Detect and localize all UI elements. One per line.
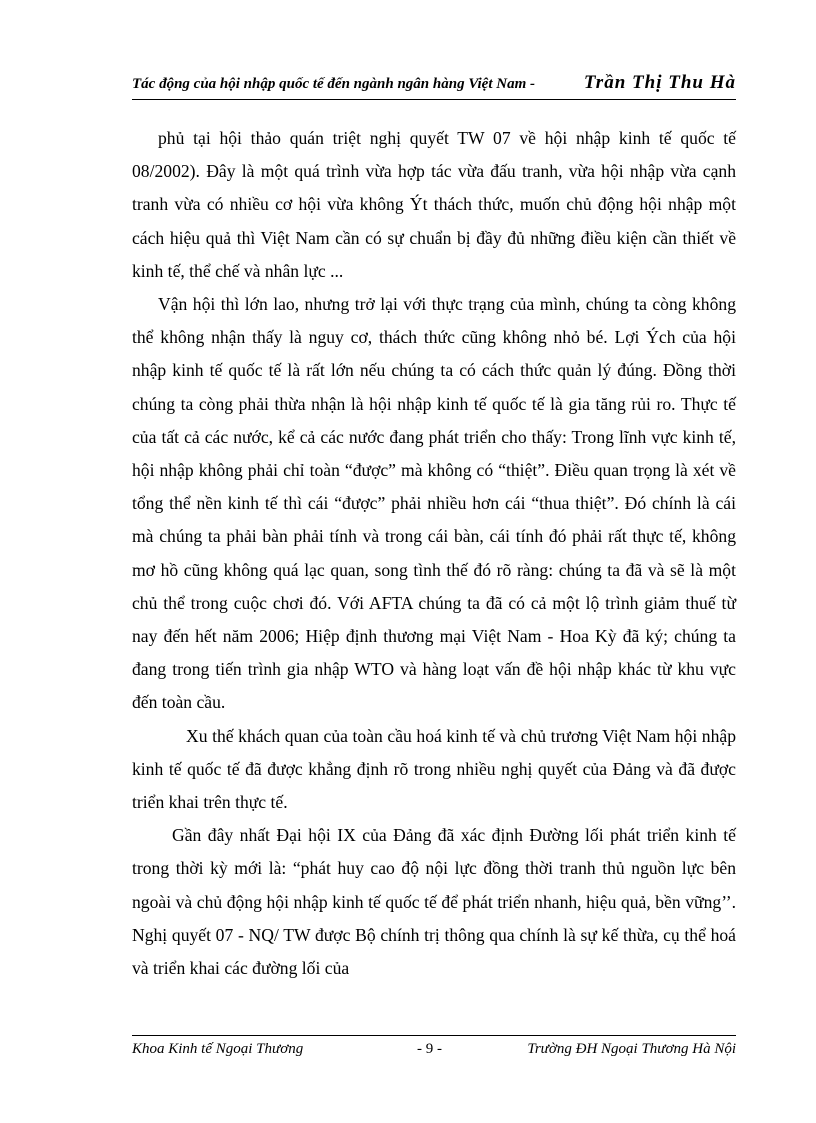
footer-university: Trường ĐH Ngoại Thương Hà Nội [527,1041,736,1057]
header-title: Tác động của hội nhập quốc tế đến ngành ngân hàng Việt Nam - [132,76,535,92]
page-header [132,72,736,98]
footer-faculty: Khoa Kinh tế Ngoại Thương [132,1041,304,1057]
paragraph-4: Gần đây nhất Đại hội IX của Đảng đã xác định Đường lối phát triển kinh tế trong thời kỳ mới là: “phát huy cao độ nội lực đồng thời tranh thủ nguồn lực bên ngoài và chủ động hội nhập kinh tế quốc tế để phát triển nhanh, hiệu quả, bền vững’’. Nghị quyết 07 - NQ/ TW được Bộ chính trị thông qua chính là sự kế thừa, cụ thể hoá và triển khai các đường lối của [132,825,736,979]
page-footer [132,1041,736,1063]
paragraph-3: Xu thế khách quan của toàn cầu hoá kinh tế và chủ trương Việt Nam hội nhập kinh tế quốc tế đã được khẳng định rõ trong nhiều nghị quyết của Đảng và đã được triển khai trên thực tế. [132,725,736,813]
header-author: Trần Thị Thu Hà [583,72,736,93]
body-text [132,122,736,985]
paragraph-2: Vận hội thì lớn lao, nhưng trở lại với thực trạng của mình, chúng ta còng không thể không nhận thấy là nguy cơ, thách thức cũng không nhỏ bé. Lợi Ých của hội nhập kinh tế quốc tế là rất lớn nếu chúng ta có cách thức quản lý đúng. Đồng thời chúng ta còng phải thừa nhận là hội nhập kinh tế quốc tế là gia tăng rủi ro. Thực tế của tất cả các nước, kể cả các nước đang phát triển cho thấy: Trong lĩnh vực kinh tế, hội nhập không phải chỉ toàn “được” mà không có “thiệt”. Điều quan trọng là xét về tổng thể nền kinh tế thì cái “được” phải nhiều hơn cái “thua thiệt”. Đó chính là cái mà chúng ta phải bàn phải tính và trong cái bàn, cái tính đó phải rất thực tế, không mơ hồ cũng không quá lạc quan, song tình thế đó rõ ràng: chúng ta đã và sẽ là một chủ thể trong cuộc chơi đó. Với AFTA chúng ta đã có cả một lộ trình giảm thuế từ nay đến hết năm 2006; Hiệp định thương mại Việt Nam - Hoa Kỳ đã ký; chúng ta đang trong tiến trình gia nhập WTO và hàng loạt vấn đề hội nhập khác từ khu vực đến toàn cầu. [132,294,736,713]
paragraph-1: phủ tại hội thảo quán triệt nghị quyết TW 07 về hội nhập kinh tế quốc tế 08/2002). Đây là một quá trình vừa hợp tác vừa đấu tranh, vừa hội nhập vừa cạnh tranh vừa có nhiều cơ hội vừa không Ýt thách thức, muốn chủ động hội nhập một cách hiệu quả thì Việt Nam cần có sự chuẩn bị đầy đủ những điều kiện cần thiết về kinh tế, thể chế và nhân lực ... [132,128,736,281]
header-divider [132,99,736,100]
page-number: - 9 - [417,1041,442,1057]
footer-divider [132,1035,736,1036]
